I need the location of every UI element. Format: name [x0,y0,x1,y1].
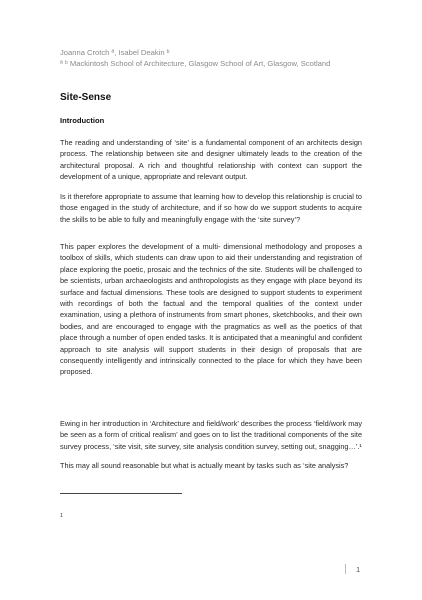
footnote-marker: 1 [60,513,64,519]
page-number-separator [345,564,346,574]
affiliation-line: ª ᵇ Mackintosh School of Architecture, Glasgow School of Art, Glasgow, Scotland [60,59,331,68]
body-paragraph: Ewing in her introduction in ‘Architecture and field/work’ describes the process ‘field/work may be seen as a form of critical realism’ and goes on to list the traditional components of the site survey process, ‘site visit, site survey, site analysis condition survey, setting out, snagging…’.¹ [60,419,362,451]
footnote-divider [60,493,182,494]
body-paragraph: This may all sound reasonable but what is actually meant by tasks such as ‘site analysis? [60,461,349,470]
author-line: Joanna Crotch ª, Isabel Deakin ᵇ [60,48,170,57]
paper-title: Site-Sense [60,92,112,103]
page-number: 1 [356,565,361,574]
body-paragraph: The reading and understanding of ‘site’ is a fundamental component of an architects design process. The relationship between site and designer ultimately leads to the creation of the architectural proposal. A rich and thoughtful relationship with context can support the development of a unique, appropriate and relevant output. [60,138,362,182]
section-heading: Introduction [60,116,105,125]
body-paragraph: This paper explores the development of a multi- dimensional methodology and proposes a toolbox of skills, which students can draw upon to aid their understanding and registration of place exploring the poetic, prosaic and the technics of the site. Students will be challenged to be scientists, urban archaeologists and anthropologists as they engage with place beyond its surface and factual dimensions. These tools are designed to support students to experiment with recordings of both the factual and the temporal qualities of the context under examination, using a plethora of instruments from smart phones, sketchbooks, and their own bodies, and are encouraged to engage with the pragmatics as well as the poetics of that place through a number of open ended tasks. It is anticipated that a meaningful and confident approach to site analysis will support students in their design of proposals that are consequently intelligently and intrinsically connected to the place for which they have been proposed. [60,242,362,377]
body-paragraph: Is it therefore appropriate to assume that learning how to develop this relationship is crucial to those engaged in the study of architecture, and if so how do we support students to acquire the skills to be able to fully and meaningfully engage with the ‘site survey’? [60,192,362,224]
